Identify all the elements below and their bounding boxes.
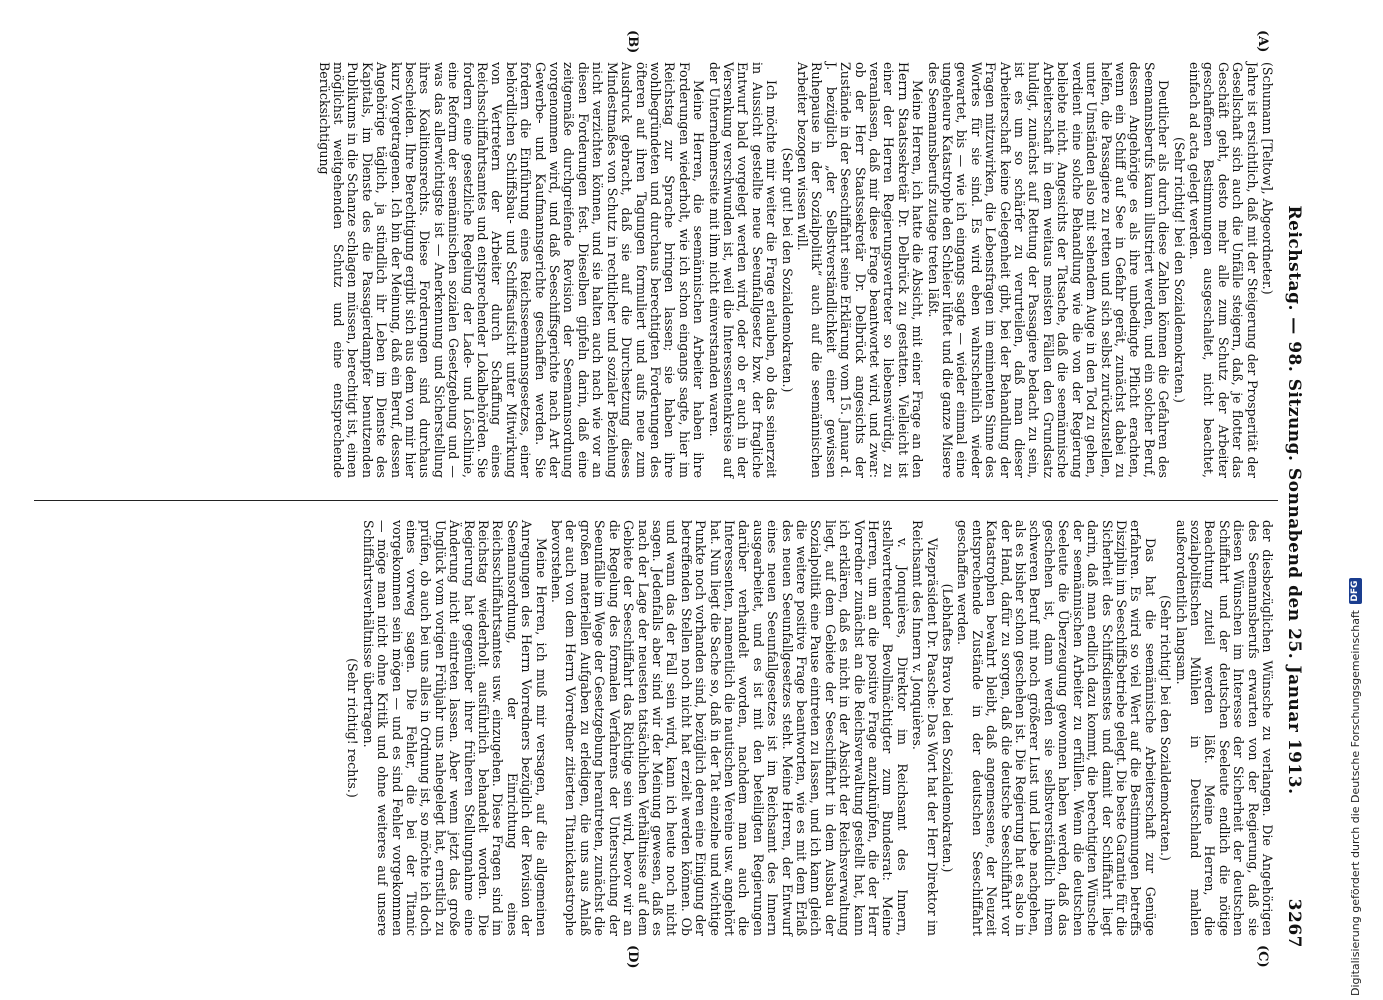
- paragraph: Ich möchte mir weiter die Frage erlauben, ob das seinerzeit in Aussicht gestellte neue Seeunfallgesetz bzw. der fragliche Entwurf bald vorgelegt werden wird, oder ob er auch in der Versenkung verschwunden ist, weil die Interessentenkreise auf der Unternehmerseite mit ihm nicht einverstanden waren.: [706, 62, 780, 478]
- margin-marker-a: (A): [1255, 30, 1270, 53]
- credit-text: Digitalisierung gefördert durch die Deutsche Forschungsgemeinschaft: [1348, 610, 1362, 996]
- digitization-credit: [1346, 36, 1364, 996]
- page-header: [1284, 52, 1310, 948]
- paragraph: (Sehr richtig! rechts.): [345, 658, 361, 798]
- margin-marker-b: (B): [625, 30, 640, 54]
- column-divider: [34, 500, 1278, 501]
- paragraph: Meine Herren, ich hatte die Absicht, mit einer Frage an den Herrn Staatssekretär Dr. Delbrück zu gestatten. Vielleicht ist einer der Herren Regierungsvertreter so liebenswürdig, zu veranlassen, daß mir diese Frage beantwortet wird, und zwar: ob der Herr Staatssekretär Dr. Delbrück angesichts der Zustände in der Seeschiffahrt seine Erklärung vom 15. Januar d. J. bezüglich „der Selbstverständlichkeit einer gewissen Ruhepause in der Sozialpolitik“ auch auf die seemännischen Arbeiter bezogen wissen will.: [795, 62, 926, 478]
- paragraph: (Sehr richtig! bei den Sozialdemokraten.): [1171, 137, 1187, 403]
- paragraph: (Schumann [Teltow], Abgeordneter.): [1260, 62, 1275, 295]
- paragraph: (Sehr richtig! bei den Sozialdemokraten.): [1158, 595, 1174, 861]
- dfg-logo: DFG: [1349, 578, 1362, 604]
- margin-marker-d: (D): [625, 945, 640, 969]
- right-text-column: [30, 520, 1274, 936]
- page-title: Reichstag. — 98. Sitzung. Sonnabend den 25. Januar 1913.: [1284, 205, 1304, 795]
- paragraph: Meine Herren, ich muß mir versagen, auf die allgemeinen Anregungen des Herrn Vorredners bezüglich der Revision der Seemannsordnung, der Einrichtung eines Reichsschiffahrtsamtes usw. einzugehen. Diese Fragen sind im Reichstag wiederholt ausführlich behandelt worden. Die Regierung hat gegenüber ihrer früheren Stellungnahme eine Änderung nicht eintreten lassen. Aber wenn jetzt das große Unglück vom vorigen Frühjahr uns nahegelegt hat, ernstlich zu prüfen, ob auch bei uns alles in Ordnung ist, so möchte ich doch eines vorweg sagen. Die Fehler, die bei der Titanic vorgekommen sein mögen — und es sind Fehler vorgekommen — möge man nicht ohne Kritik und ohne weiteres auf unsere Schiffahrtsverhältnisse übertragen.: [360, 520, 549, 936]
- paragraph: Das hat die seemännische Arbeiterschaft zur Genüge erfahren. Es wird so viel Wert auf die Bestimmungen betreffs Disziplin im Seeschiffsbetriebe gelegt. Die beste Garantie für die Sicherheit des Schiffsdienstes und damit der Schiffahrt liegt darin, daß man endlich dazu kommt, die berechtigten Wünsche der seemännischen Arbeiter zu erfüllen. Wenn die deutschen Seeleute die Überzeugung gewonnen haben werden, daß das geschehen ist, dann werden sie selbstverständlich ihrem schweren Beruf mit noch größerer Lust und Liebe nachgehen, als es bisher schon geschehen ist. Die Regierung hat es also in der Hand, dafür zu sorgen, daß die deutsche Seeschiffahrt vor Katastrophen bewahrt bleibt, daß angemessene, der Neuzeit entsprechende Zustände in der deutschen Seeschiffahrt geschaffen werden.: [955, 520, 1158, 936]
- page-number: 3267: [1284, 898, 1304, 948]
- paragraph: Vizepräsident Dr. Paasche: Das Wort hat der Herr Direktor im Reichsamt des Innern v. Jonquières.: [910, 520, 940, 936]
- paragraph: Deutlicher als durch diese Zahlen können die Gefahren des Seemannsberufs kaum illustriert werden, und ein solcher Beruf, dessen Angehörige es als ihre unbedingte Pflicht erachten, wenn ein Schiff auf See in Gefahr gerät, zunächst dabei zu helfen, die Passagiere zu retten und sich selbst zurückzustellen, unter Umständen also mit sehendem Auge in den Tod zu gehen, verdient eine solche Behandlung wie die von der Regierung beliebte nicht. Angesichts der Tatsache, daß die seemännische Arbeiterschaft in dem weitaus meisten Fällen den Grundsatz huldigt, zunächst auf Rettung der Passagiere bedacht zu sein, ist es um so schärfer zu verurteilen, daß man dieser Arbeiterschaft keine Gelegenheit gibt, bei der Behandlung der Fragen mitzuwirken, die Lebensfragen im eminenten Sinne des Wortes für sie sind. Es wird eben wahrscheinlich wieder gewartet, bis — wie ich eingangs sagte — wieder einmal eine ungeheure Katastrophe den Schleier lüftet und die ganze Misere des Seemannsberufs zutage treten läßt.: [925, 62, 1172, 478]
- paragraph: Jahre ist ersichtlich, daß mit der Steigerung der Prosperität der Gesellschaft sich auch die Unfälle steigern, daß, je flotter das Geschäft geht, desto mehr alle zum Schutz der Arbeiter geschaffenen Bestimmungen ausgeschaltet, nicht beachtet, einfach ad acta gelegt werden.: [1186, 62, 1260, 478]
- paragraph: (Lebhaftes Bravo bei den Sozialdemokraten.): [940, 583, 956, 873]
- paragraph: Meine Herren, die seemännischen Arbeiter haben ihre Forderungen wiederholt, wie ich schon eingangs sagte, hier im Reichstag zur Sprache bringen lassen; sie haben ihre wohlbegründeten und durchaus berechtigten Forderungen des öfteren auf ihren Tagungen formuliert und aufs neue zum Ausdruck gebracht, daß sie auf die Durchsetzung dieses Mindestmaßes von Schutz in rechtlicher und sozialer Beziehung nicht verzichten können, und sie halten auch nach wie vor an diesen Forderungen fest. Dieselben gipfeln darin, daß eine zeitgemäße durchgreifende Revision der Seemannsordnung vorgenommen wird, und daß Seeschiffsgerichte nach Art der Gewerbe- und Kaufmannsgerichte geschaffen werden. Sie fordern die Einführung eines Reichsseemannsgesetzes, einer behördlichen Schiffsbau- und Schiffsaufsicht unter Mitwirkung von Vertretern der Arbeiter durch Schaffung eines Reichsschiffahrtsamtes und entsprechender Lokalbehörden. Sie fordern eine gesetzliche Regelung der Lade- und Löschlinie, eine Reform der seemännischen sozialen Gesetzgebung und — was das allerwichtigste ist — Anerkennung und Sicherstellung ihres Koalitionsrechts. Diese Forderungen sind durchaus bescheiden. Ihre Berechtigung ergibt sich aus dem von mir hier kurz Vorgetragenen. Ich bin der Meinung, daß ein Beruf, dessen Angehörige täglich, ja stündlich ihr Leben im Dienste des Kapitals, im Dienste des die Passagierdampfer benutzenden Publikums in die Schanze schlagen müssen, berechtigt ist, einen möglichst weitgehenden Schutz und eine entsprechende Berücksichtigung: [316, 62, 707, 478]
- left-text-column: [30, 62, 1274, 478]
- paragraph: der diesbezüglichen Wünsche zu verlangen. Die Angehörigen des Seemannsberufs erwarten von der Regierung, daß sie diesen Wünschen im Interesse der Sicherheit der deutschen Schiffahrt und der deutschen Seeleute endlich die nötige Beachtung zuteil werden läßt. Meine Herren, die sozialpolitischen Mühlen in Deutschland mahlen außerordentlich langsam.: [1173, 520, 1275, 936]
- paragraph: (Sehr gut! bei den Sozialdemokraten.): [779, 147, 795, 393]
- paragraph: v. Jonquières, Direktor im Reichsamt des Innern, stellvertretender Bevollmächtigter zum Bundesrat: Meine Herren, um an die positive Frage anzuknüpfen, die der Herr Vorredner zunächst an die Reichsverwaltung gestellt hat, kann ich erklären, daß es nicht in der Absicht der Reichsverwaltung liegt, auf dem Gebiete der Seeschiffahrt in dem Ausbau der Sozialpolitik eine Pause eintreten zu lassen, und ich kann gleich die weitere positive Frage beantworten, wie es mit dem Erlaß des neuen Seeunfallgesetzes steht. Meine Herren, der Entwurf eines neuen Seeunfallgesetzes ist im Reichsamt des Innern ausgearbeitet, und es ist mit den beteiligten Regierungen darüber verhandelt worden, nachdem man auch die Interessenten, namentlich die nautischen Vereine usw. angehört hat. Nun liegt die Sache so, daß in der Tat einzelne und wichtige Punkte noch vorhanden sind, bezüglich deren eine Einigung der betreffenden Stellen noch nicht hat erzielt werden können. Ob und wann das der Fall sein wird, kann ich heute noch nicht sagen. Jedenfalls aber sind wir der Meinung gewesen, daß es nach der Lage der neuesten tatsächlichen Verhältnisse auf dem Gebiete der Seeschiffahrt das Richtige sein wird, bevor wir an die Regelung des formalen Verfahrens der Untersuchung der Seeunfälle im Wege der Gesetzgebung herantreten, zunächst die großen materiellen Aufgaben zu erledigen, die uns aus Anlaß der auch von dem Herrn Vorredner zitierten Titanickatastrophe bevorstehen.: [549, 520, 910, 936]
- margin-marker-c: (C): [1255, 945, 1270, 968]
